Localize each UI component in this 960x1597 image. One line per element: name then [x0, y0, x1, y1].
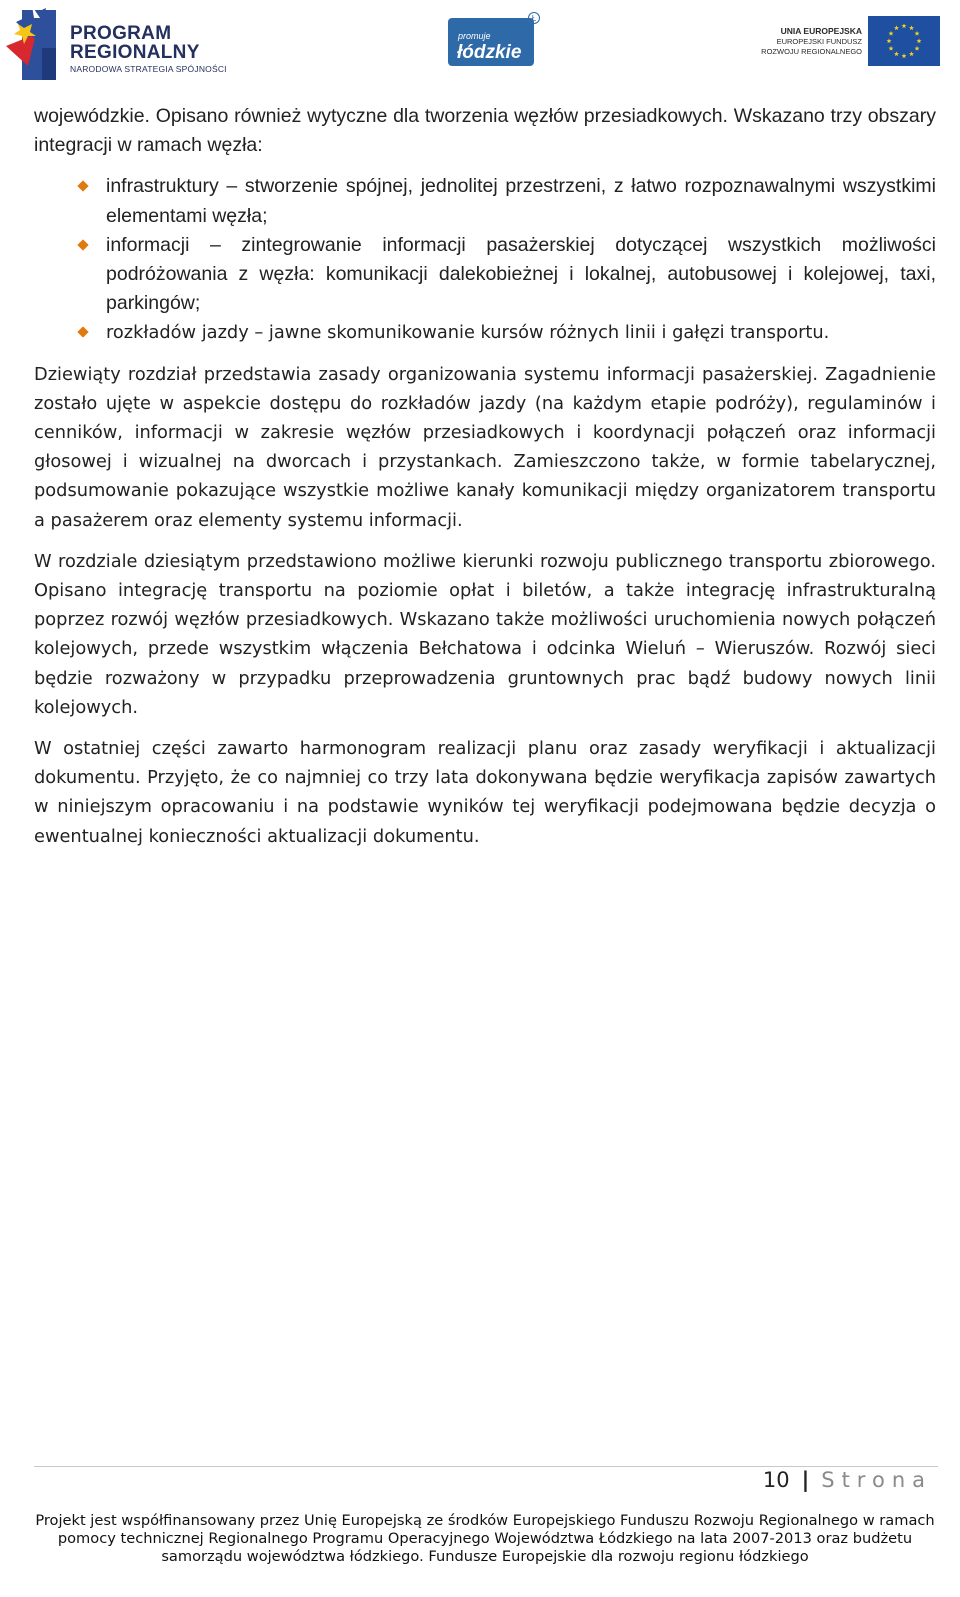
- eu-logo-line1: UNIA EUROPEJSKA: [780, 26, 862, 36]
- list-item-text: informacji – zintegrowanie informacji pasażerskiej dotyczącej wszystkich możliwości podróżowania z węzła: komunikacji dalekobieżnej i lokalnej, autobusowej i kolejowej, taxi, parkingów;: [106, 233, 936, 315]
- page-label: Strona: [821, 1468, 932, 1492]
- eu-fund-logo: [754, 16, 940, 68]
- list-item: [106, 231, 936, 319]
- paragraph-chapter-10: W rozdziale dziesiątym przedstawiono możliwe kierunki rozwoju publicznego transportu zbiorowego. Opisano integrację transportu na poziomie opłat i biletów, a także integrację infrastrukturalną poprzez rozwój węzłów przesiadkowych. Wskazano także możliwości uruchomienia nowych połączeń kolejowych, przede wszystkim włączenia Bełchatowa i odcinka Wieluń – Wieruszów. Rozwój sieci będzie rozważony w przypadku przeprowadzenia gruntownych prac bądź budowy nowych linii kolejowych.: [34, 550, 936, 718]
- integration-areas-list: [34, 172, 936, 347]
- paragraph-last-part: W ostatniej części zawarto harmonogram realizacji planu oraz zasady weryfikacji i aktualizacji dokumentu. Przyjęto, że co najmniej co trzy lata dokonywana będzie weryfikacja zapisów zawartych w niniejszym opracowaniu i na podstawie wyników tej weryfikacji podejmowana będzie decyzja o ewentualnej konieczności aktualizacji dokumentu.: [34, 738, 936, 847]
- page-header: [0, 0, 960, 90]
- lodzkie-logo-big-text: łódzkie: [457, 42, 522, 63]
- lodzkie-badge-icon: Ł: [528, 12, 540, 24]
- diamond-bullet-icon: [77, 327, 88, 338]
- diamond-bullet-icon: [77, 181, 88, 192]
- list-item: [106, 172, 936, 230]
- logo-program-line1: PROGRAM: [70, 23, 172, 44]
- diamond-bullet-icon: [77, 239, 88, 250]
- program-regionalny-emblem-icon: [6, 4, 66, 80]
- footer-line2: pomocy technicznej Regionalnego Programu Operacyjnego Województwa Łódzkiego na lata 2007-2013 oraz budżetu: [57, 1530, 913, 1547]
- lodzkie-logo-small-text: promuje: [458, 31, 491, 41]
- intro-paragraph: wojewódzkie. Opisano również wytyczne dla tworzenia węzłów przesiadkowych. Wskazano trzy obszary integracji w ramach węzła:: [34, 105, 936, 157]
- logo-program-line2: REGIONALNY: [70, 42, 200, 63]
- lodzkie-logo-box: [448, 18, 534, 66]
- footer-line3: samorządu województwa łódzkiego. Fundusze Europejskie dla rozwoju regionu łódzkiego: [161, 1548, 809, 1565]
- footer-line1: Projekt jest współfinansowany przez Unię Europejską ze środków Europejskiego Funduszu Rozwoju Regionalnego w ramach: [35, 1512, 935, 1529]
- eu-logo-line3: ROZWOJU REGIONALNEGO: [761, 47, 862, 56]
- paragraph-chapter-9: Dziewiąty rozdział przedstawia zasady organizowania systemu informacji pasażerskiej. Zagadnienie zostało ujęte w aspekcie dostępu do rozkładów jazdy (na każdym etapie podróży), regulaminów i cenników, informacji w zakresie węzłów przesiadkowych i koordynacji połączeń oraz informacji głosowej i wizualnej na dworcach i przystankach. Zamieszczono także, w formie tabelarycznej, podsumowanie pokazujące wszystkie możliwe kanały komunikacji między organizatorem transportu a pasażerem oraz elementy systemu informacji.: [34, 363, 936, 531]
- document-body: [34, 102, 936, 851]
- eu-logo-line2: EUROPEJSKI FUNDUSZ: [776, 37, 862, 46]
- logo-program-line3: NARODOWA STRATEGIA SPÓJNOŚCI: [70, 64, 227, 74]
- page-number: [763, 1466, 932, 1494]
- funding-footer: [30, 1512, 940, 1566]
- list-item: [106, 318, 936, 347]
- list-item-text: infrastruktury – stworzenie spójnej, jednolitej przestrzeni, z łatwo rozpoznawalnymi wszystkimi elementami węzła;: [106, 175, 936, 227]
- page-number-separator: |: [801, 1468, 810, 1492]
- list-item-text: rozkładów jazdy – jawne skomunikowanie kursów różnych linii i gałęzi transportu.: [106, 322, 830, 344]
- page-number-value: 10: [762, 1468, 790, 1492]
- promuje-lodzkie-logo: [448, 12, 540, 68]
- program-regionalny-logo: [6, 4, 236, 80]
- eu-flag-icon: [868, 16, 940, 66]
